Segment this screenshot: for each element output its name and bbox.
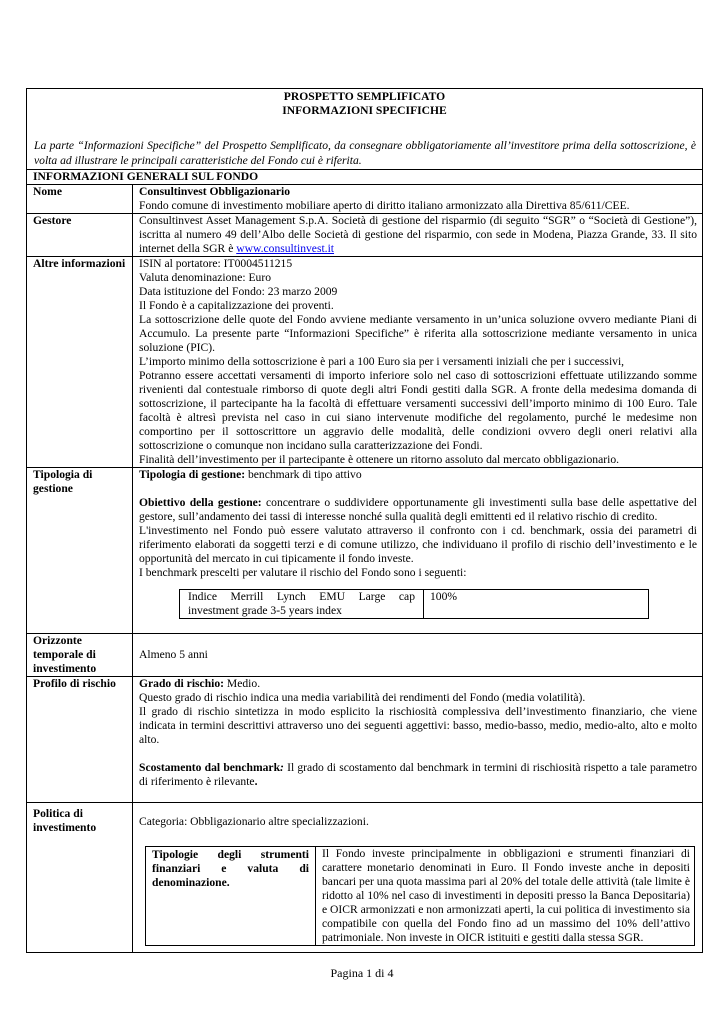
benchmark-table bbox=[179, 589, 649, 619]
label-nome: Nome bbox=[27, 185, 133, 213]
row-nome bbox=[27, 184, 702, 213]
altre-line: Valuta denominazione: Euro bbox=[139, 271, 271, 284]
tipologia-gestione-label: Tipologia di gestione: bbox=[139, 468, 246, 481]
row-gestore bbox=[27, 213, 702, 256]
orizzonte-value: Almeno 5 anni bbox=[139, 648, 208, 661]
intro-text: La parte “Informazioni Specifiche” del Prospetto Semplificato, da consegnare obbligatoriamente all’investitore prima della sottoscrizione, è volta ad illustrare le principali caratteristiche del Fondo cui è riferita. bbox=[34, 139, 696, 167]
benchmark-index: Indice Merrill Lynch EMU Large cap investment grade 3-5 years index bbox=[180, 590, 424, 618]
scostamento-benchmark bbox=[139, 761, 697, 789]
altre-line: Finalità dell’investimento per il partecipante è ottenere un ritorno assoluto dal mercato obbligazionario. bbox=[139, 453, 620, 466]
general-info-title: INFORMAZIONI GENERALI SUL FONDO bbox=[27, 169, 702, 184]
benchmark-text: L'investimento nel Fondo può essere valutato attraverso il confronto con i cd. benchmark, ossia dei parametri di riferimento elaborati da soggetti terzi e di comune utilizzo, che individuano il profilo di rischio dell’investimento e le opportunità del mercato in cui tipicamente il fondo investe. bbox=[139, 524, 697, 565]
content-tipologia-gestione bbox=[133, 468, 702, 633]
row-politica-investimento bbox=[27, 802, 702, 952]
row-orizzonte bbox=[27, 633, 702, 676]
page-number: Pagina 1 di 4 bbox=[330, 966, 394, 980]
label-profilo-rischio: Profilo di rischio bbox=[27, 677, 133, 802]
scostamento-colon: : bbox=[280, 761, 284, 774]
content-altre-informazioni bbox=[133, 257, 702, 467]
altre-line: Il Fondo è a capitalizzazione dei proventi. bbox=[139, 299, 334, 312]
row-profilo-rischio bbox=[27, 676, 702, 802]
document-frame bbox=[26, 88, 703, 953]
sgr-website-link[interactable]: www.consultinvest.it bbox=[236, 242, 335, 255]
obiettivo-value: concentrare o suddividere opportunamente gli investimenti sulla base delle aspettative del gestore, sull’andamento dei tassi di interesse nonché sulla qualità degli emittenti ed il relativo rischio di credito. bbox=[139, 496, 697, 523]
altre-line: La sottoscrizione delle quote del Fondo avviene mediante versamento in un’unica soluzione ovvero mediante Piani di Accumulo. La presente parte “Informazioni Specifiche” è riferita alla sottoscrizione mediante versamento in unica soluzione (PIC). bbox=[139, 313, 697, 354]
row-altre-informazioni bbox=[27, 256, 702, 467]
strumenti-label: Tipologie degli strumenti finanziari e valuta di denominazione. bbox=[146, 847, 316, 945]
content-profilo-rischio bbox=[133, 677, 702, 802]
content-nome bbox=[133, 185, 702, 213]
scostamento-value: Il grado di scostamento dal benchmark in termini di rischiosità rispetto a tale parametro di riferimento è rilevante bbox=[139, 761, 697, 788]
altre-line: Data istituzione del Fondo: 23 marzo 2009 bbox=[139, 285, 338, 298]
content-politica-investimento bbox=[133, 803, 702, 952]
politica-categoria: Categoria: Obbligazionario altre specializzazioni. bbox=[139, 815, 369, 828]
profilo-line1: Questo grado di rischio indica una media variabilità dei rendimenti del Fondo (media volatilità). bbox=[139, 691, 586, 704]
scostamento-label: Scostamento dal benchmark bbox=[139, 761, 281, 774]
obiettivo-label: Obiettivo della gestione: bbox=[139, 496, 262, 509]
content-gestore bbox=[133, 214, 702, 256]
label-tipologia-gestione: Tipologia di gestione bbox=[27, 468, 133, 633]
label-gestore: Gestore bbox=[27, 214, 133, 256]
obiettivo-gestione bbox=[139, 496, 697, 524]
document-header bbox=[27, 89, 702, 118]
content-orizzonte bbox=[133, 634, 702, 676]
tipologia-gestione-line bbox=[139, 468, 697, 482]
altre-line: Potranno essere accettati versamenti di importo inferiore solo nel caso di sottoscrizioni effettuate utilizzando somme rivenienti dal contestuale rimborso di quote degli altri Fondi gestiti dalla SGR. A fronte della medesima domanda di sottoscrizione, il partecipante ha la facoltà di effettuare versamenti successivi dell’importo minimo di 100 Euro. Tale facoltà è altresì prevista nel caso in cui siano intervenute modifiche del regolamento, purché le medesime non comportino per il sottoscrittore un aggravio delle modalità, delle condizioni ovvero degli oneri relativi alla sottoscrizione o comunque non incidano sulla caratterizzazione dei Fondi. bbox=[139, 369, 697, 452]
document-subtitle: INFORMAZIONI SPECIFICHE bbox=[282, 104, 447, 117]
row-tipologia-gestione bbox=[27, 467, 702, 633]
strumenti-text: Il Fondo investe principalmente in obbligazioni e strumenti finanziari di carattere monetario denominati in Euro. Il Fondo investe anche in depositi bancari per una quota massima pari al 20% del totale delle attività (tale limite è ridotto al 10% nel caso di investimenti in depositi presso la Banca Depositaria) e OICR armonizzati e non armonizzati aperti, la cui politica di investimento sia compatibile con quella del Fondo fino ad un massimo del 10% dell’attivo patrimoniale. Non investe in OICR istituiti e gestiti dalla stessa SGR. bbox=[322, 847, 690, 944]
label-orizzonte: Orizzonte temporale di investimento bbox=[27, 634, 133, 676]
scostamento-end: . bbox=[254, 775, 258, 788]
document-title: PROSPETTO SEMPLIFICATO bbox=[283, 90, 446, 103]
grado-rischio bbox=[139, 677, 697, 691]
strumenti-table bbox=[145, 846, 695, 946]
fund-name: Consultinvest Obbligazionario bbox=[139, 185, 291, 198]
label-altre-informazioni: Altre informazioni bbox=[27, 257, 133, 467]
benchmark-weight: 100% bbox=[430, 590, 458, 603]
altre-line: ISIN al portatore: IT0004511215 bbox=[139, 257, 293, 270]
grado-value: Medio. bbox=[224, 677, 261, 690]
fund-description: Fondo comune di investimento mobiliare aperto di diritto italiano armonizzato alla Direttiva 85/611/CEE. bbox=[139, 199, 630, 212]
benchmark-intro: I benchmark prescelti per valutare il rischio del Fondo sono i seguenti: bbox=[139, 566, 467, 579]
tipologia-gestione-value: benchmark di tipo attivo bbox=[245, 468, 362, 481]
profilo-line2: Il grado di rischio sintetizza in modo esplicito la rischiosità complessiva dell’investimento finanziario, che viene indicata in termini descrittivi attraverso uno dei seguenti aggettivi: basso, medio-basso, medio, medio-alto, alto e molto alto. bbox=[139, 705, 697, 746]
altre-line: L’importo minimo della sottoscrizione è pari a 100 Euro sia per i versamenti iniziali che per i successivi, bbox=[139, 355, 625, 368]
label-politica-investimento: Politica di investimento bbox=[27, 803, 133, 952]
grado-label: Grado di rischio: bbox=[139, 677, 225, 690]
gestore-text: Consultinvest Asset Management S.p.A. Società di gestione del risparmio (di seguito “SGR” o “Società di Gestione”), iscritta al numero 49 dell’Albo delle Società di gestione del risparmio, con sede in Modena, Piazza Grande, 33. Il sito internet della SGR è bbox=[139, 214, 697, 255]
